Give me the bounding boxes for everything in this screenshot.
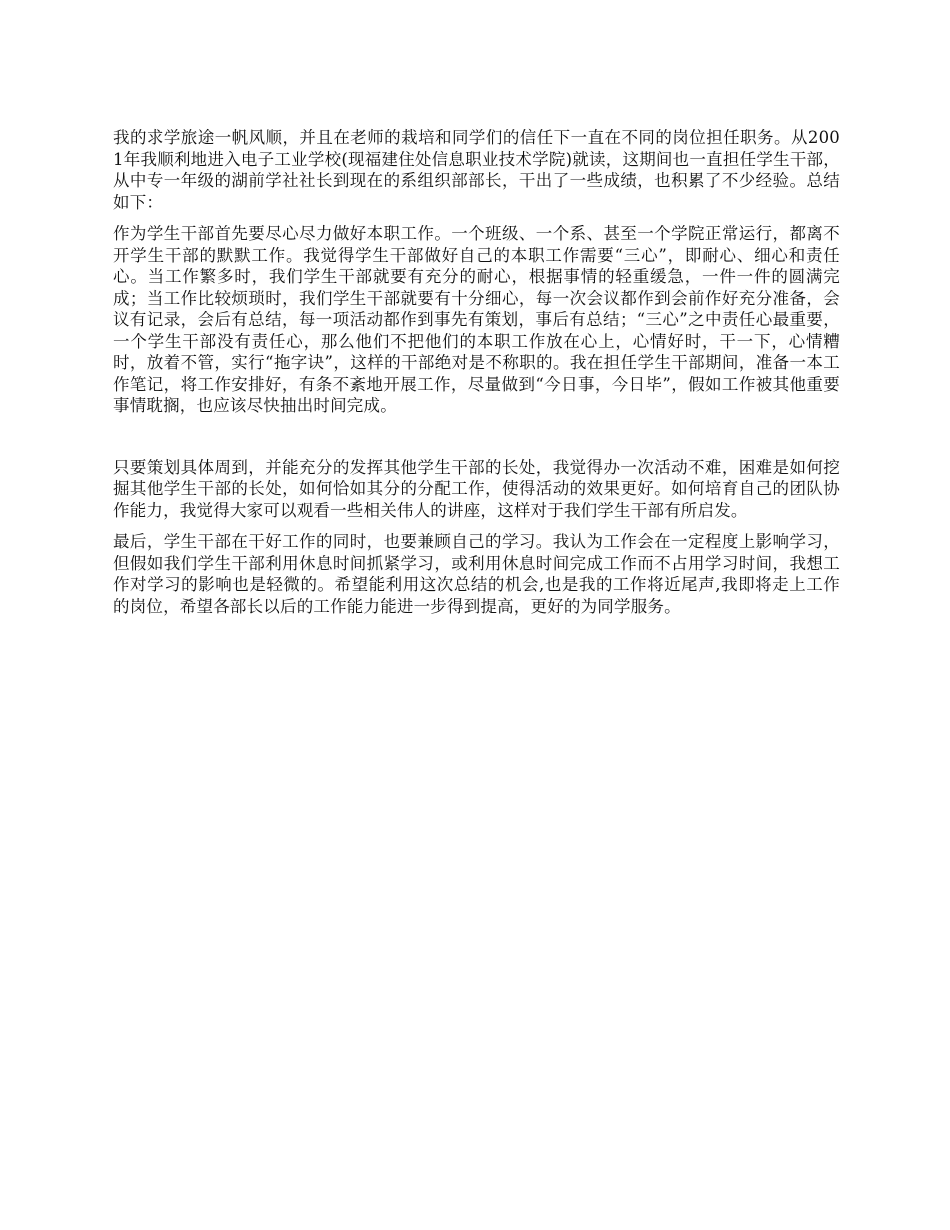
paragraph-intro: 我的求学旅途一帆风顺，并且在老师的栽培和同学们的信任下一直在不同的岗位担任职务。从2001年我顺利地进入电子工业学校(现福建住处信息职业技术学院)就读，这期间也一直担任学生干部，从中专一年级的湖前学社社长到现在的系组织部部长，干出了一些成绩，也积累了不少经验。总结如下： [113,128,840,212]
paragraph-activities: 只要策划具体周到，并能充分的发挥其他学生干部的长处，我觉得办一次活动不难，困难是如何挖掘其他学生干部的长处，如何恰如其分的分配工作，使得活动的效果更好。如何培育自己的团队协作能力，我觉得大家可以观看一些相关伟人的讲座，这样对于我们学生干部有所启发。 [113,457,840,520]
paragraph-conclusion: 最后，学生干部在干好工作的同时，也要兼顾自己的学习。我认为工作会在一定程度上影响学习，但假如我们学生干部利用休息时间抓紧学习，或利用休息时间完成工作而不占用学习时间，我想工作对学习的影响也是轻微的。希望能利用这次总结的机会,也是我的工作将近尾声,我即将走上工作的岗位，希望各部长以后的工作能力能进一步得到提高，更好的为同学服务。 [113,532,840,616]
document-body [113,127,840,617]
paragraph-duties: 作为学生干部首先要尽心尽力做好本职工作。一个班级、一个系、甚至一个学院正常运行，都离不开学生干部的默默工作。我觉得学生干部做好自己的本职工作需要“三心”，即耐心、细心和责任心。当工作繁多时，我们学生干部就要有充分的耐心，根据事情的轻重缓急，一件一件的圆满完成；当工作比较烦琐时，我们学生干部就要有十分细心，每一次会议都作到会前作好充分准备，会议有记录，会后有总结，每一项活动都作到事先有策划，事后有总结；“三心”之中责任心最重要，一个学生干部没有责任心，那么他们不把他们的本职工作放在心上，心情好时，干一下，心情糟时，放着不管，实行“拖字诀”，这样的干部绝对是不称职的。我在担任学生干部期间，准备一本工作笔记，将工作安排好，有条不紊地开展工作，尽量做到“今日事，今日毕”，假如工作被其他重要事情耽搁，也应该尽快抽出时间完成。 [113,224,840,415]
